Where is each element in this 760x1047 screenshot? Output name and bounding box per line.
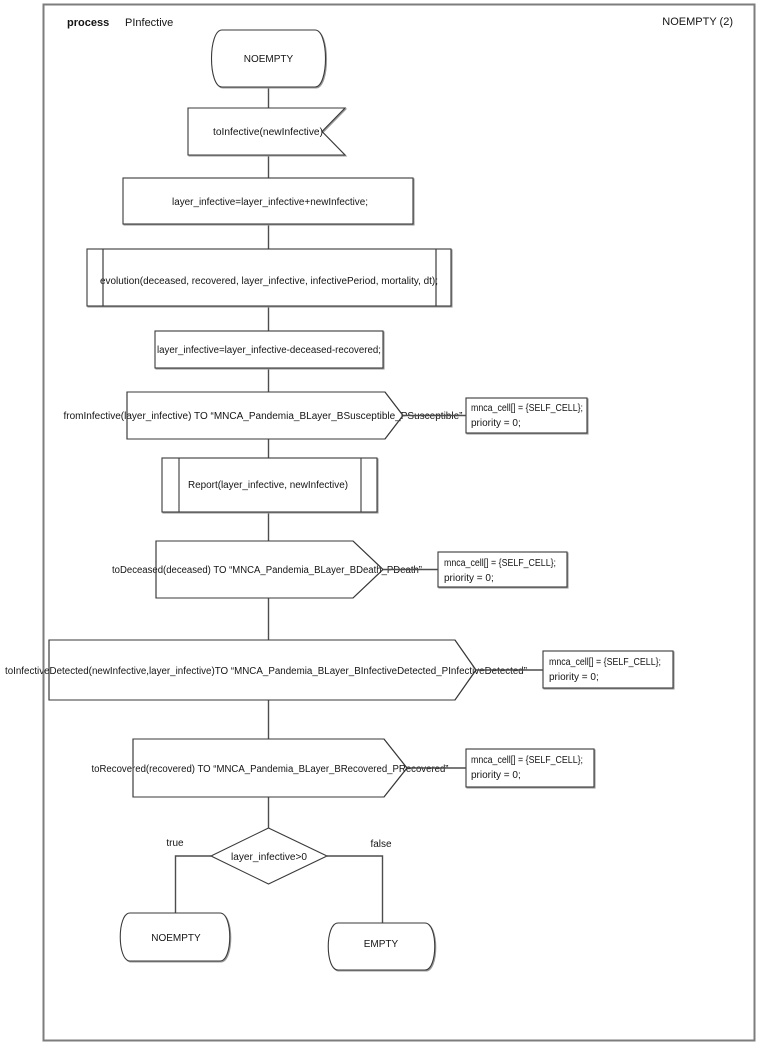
header-state-page-ref: NOEMPTY (2) — [662, 16, 733, 28]
input-signal-label: toInfective(newInfective) — [213, 127, 323, 138]
header-kind-label: process — [67, 17, 110, 29]
comment-1-line-1: mnca_cell[] = {SELF_CELL}; — [471, 403, 583, 414]
false-branch-label: false — [370, 839, 392, 850]
output-to-deceased-label: toDeceased(deceased) TO “MNCA_Pandemia_BLayer_BDeath_PDeath” — [112, 565, 422, 576]
header-process-name: PInfective — [125, 17, 174, 29]
output-to-recovered-label: toRecovered(recovered) TO “MNCA_Pandemia_BLayer_BRecovered_PRecovered” — [91, 764, 449, 775]
start-state-label: NOEMPTY — [243, 54, 294, 65]
output-to-infective-detected-label: toInfectiveDetected(newInfective,layer_infective)TO “MNCA_Pandemia_BLayer_BInfectiveDetected_PInfectiveDetected” — [5, 666, 527, 677]
true-branch-label: true — [166, 838, 184, 849]
next-state-empty-label: EMPTY — [363, 939, 399, 950]
output-from-infective-label: fromInfective(layer_infective) TO “MNCA_Pandemia_BLayer_BSusceptible_PSusceptible” — [63, 411, 463, 422]
diagram-shapes — [49, 30, 673, 970]
comment-2-line-2: priority = 0; — [444, 573, 494, 584]
comment-3-line-1: mnca_cell[] = {SELF_CELL}; — [549, 657, 661, 668]
comment-3-line-2: priority = 0; — [549, 672, 599, 683]
decision-label: layer_infective>0 — [231, 852, 308, 863]
comment-4-line-2: priority = 0; — [471, 770, 521, 781]
procedure-report-label: Report(layer_infective, newInfective) — [188, 480, 348, 491]
comment-2-line-1: mnca_cell[] = {SELF_CELL}; — [444, 558, 556, 569]
procedure-evolution-label: evolution(deceased, recovered, layer_infective, infectivePeriod, mortality, dt); — [100, 276, 438, 287]
task-subtract-label: layer_infective=layer_infective-deceased-recovered; — [157, 345, 381, 356]
page-border — [44, 5, 755, 1041]
task-add-label: layer_infective=layer_infective+newInfective; — [172, 197, 368, 208]
true-branch-line — [176, 856, 212, 913]
false-branch-line — [327, 856, 383, 923]
comment-1-line-2: priority = 0; — [471, 418, 521, 429]
next-state-noempty-label: NOEMPTY — [151, 933, 201, 944]
comment-4-line-1: mnca_cell[] = {SELF_CELL}; — [471, 755, 583, 766]
